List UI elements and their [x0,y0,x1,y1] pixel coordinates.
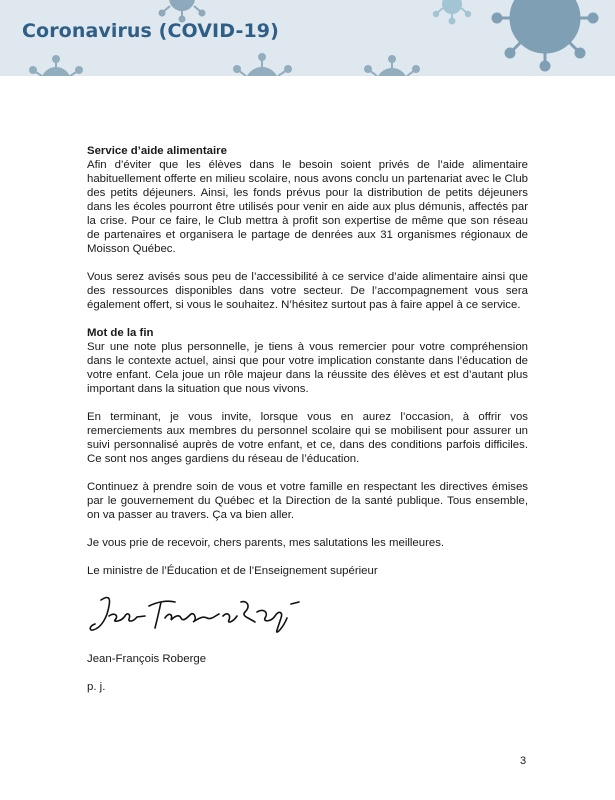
paragraph: Vous serez avisés sous peu de l’accessibilité à ce service d’aide alimentaire ainsi que des ressources disponibles dans votre secteur. De l’accompagnement vous sera également offert, si vous le souhaitez. N’hésitez surtout pas à faire appel à ce service. [87,271,528,311]
signatory-name: Jean-François Roberge [87,653,207,665]
section-heading-closing: Mot de la fin [87,327,154,339]
page-number: 3 [520,755,527,767]
enclosure-note: p. j. [87,681,106,693]
salutation: Je vous prie de recevoir, chers parents, mes salutations les meilleures. [87,537,445,549]
header-banner [0,0,615,76]
document-title: Coronavirus (COVID-19) [22,20,279,42]
section-heading-food-aid: Service d’aide alimentaire [87,145,227,157]
minister-title: Le ministre de l’Éducation et de l’Enseignement supérieur [87,565,378,577]
paragraph: Sur une note plus personnelle, je tiens à vous remercier pour votre compréhension dans le contexte actuel, ainsi que pour votre implication constante dans l’éducation de votre enfant. Cela joue un rôle majeur dans la réussite des élèves et est d’autant plus important dans la situation que nous vivons. [87,341,528,395]
paragraph: Afin d’éviter que les élèves dans le besoin soient privés de l’aide alimentaire habituellement offerte en milieu scolaire, nous avons conclu un partenariat avec le Club des petits déjeuners. Ainsi, les fonds prévus pour la distribution de petits déjeuners dans les écoles pourront être utilisés pour venir en aide aux plus démunis, affectés par la crise. Pour ce faire, le Club mettra à profit son expertise de même que son réseau de partenaires et organisera le partage de denrées aux 31 organismes régionaux de Moisson Québec. [87,159,528,255]
letter-body [87,144,528,708]
handwritten-signature [87,582,528,644]
paragraph: Continuez à prendre soin de vous et votre famille en respectant les directives émises par le gouvernement du Québec et la Direction de la santé publique. Tous ensemble, on va passer au travers. Ça va bien aller. [87,481,528,521]
paragraph: En terminant, je vous invite, lorsque vous en aurez l’occasion, à offrir vos remerciements aux membres du personnel scolaire qui se mobilisent pour assurer un suivi personnalisé auprès de votre enfant, et ce, dans des conditions parfois difficiles. Ce sont nos anges gardiens du réseau de l’éducation. [87,411,528,465]
